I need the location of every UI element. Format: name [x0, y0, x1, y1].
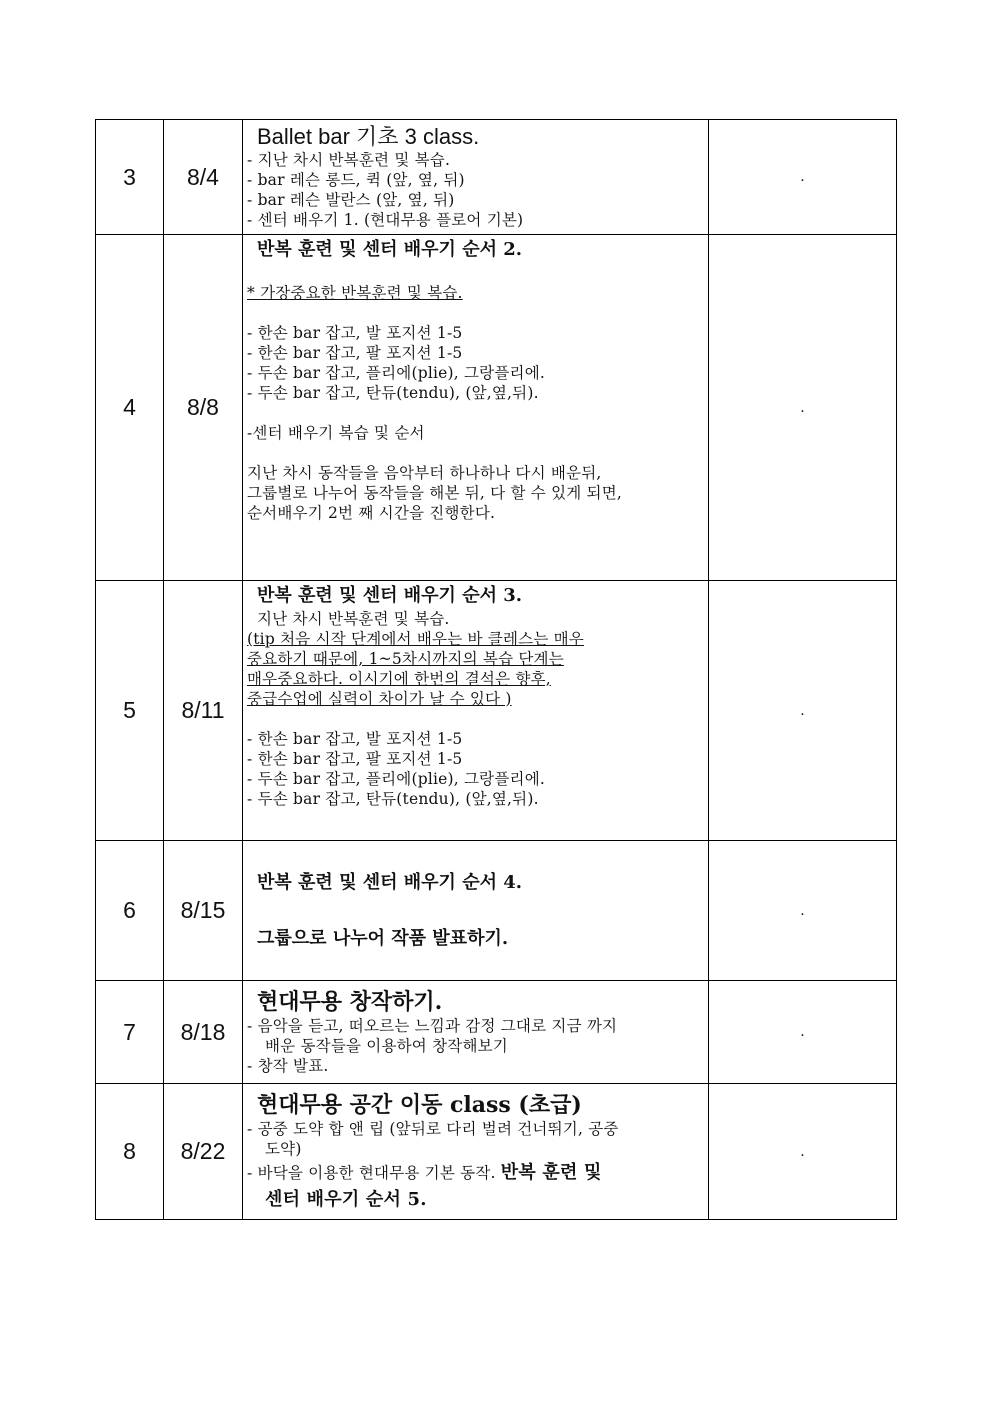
- content-line: - 지난 차시 반복훈련 및 복습.: [247, 151, 451, 169]
- session-title: 반복 훈련 및 센터 배우기 순서 3.: [257, 585, 523, 606]
- tip-line: 중요하기 때문에, 1~5차시까지의 복습 단계는: [247, 650, 564, 668]
- session-date: 8/8: [164, 235, 243, 581]
- content-line: - 두손 bar 잡고, 탄듀(tendu), (앞,옆,뒤).: [247, 790, 539, 808]
- session-title: 현대무용 공간 이동 class (초급): [257, 1091, 582, 1118]
- center-heading: -센터 배우기 복습 및 순서: [247, 424, 425, 442]
- session-number: 8: [96, 1084, 164, 1220]
- session-note: .: [709, 841, 897, 981]
- content-line: - 두손 bar 잡고, 탄듀(tendu), (앞,옆,뒤).: [247, 384, 539, 402]
- session-content: [243, 581, 709, 841]
- content-line: - bar 레슨 발란스 (앞, 옆, 뒤): [247, 191, 455, 209]
- session-content: [243, 841, 709, 981]
- content-line: - bar 레슨 롱드, 퀵 (앞, 옆, 뒤): [247, 171, 465, 189]
- content-line: [247, 1159, 704, 1187]
- table-row: [96, 581, 897, 841]
- session-note: .: [709, 581, 897, 841]
- tip-line: 매우중요하다. 이시기에 한번의 결석은 향후,: [247, 670, 551, 688]
- tip-line: 중급수업에 실력이 차이가 날 수 있다 ): [247, 690, 512, 708]
- content-line: - 한손 bar 잡고, 팔 포지션 1-5: [247, 344, 463, 362]
- schedule-table: [95, 119, 897, 1220]
- content-line: - 센터 배우기 1. (현대무용 플로어 기본): [247, 211, 524, 229]
- paragraph-line: 순서배우기 2번 째 시간을 진행한다.: [247, 504, 496, 522]
- session-note: .: [709, 120, 897, 235]
- session-date: 8/18: [164, 981, 243, 1084]
- session-content: [243, 120, 709, 235]
- content-line: - 한손 bar 잡고, 발 포지션 1-5: [247, 730, 463, 748]
- content-line: - 음악을 듣고, 떠오르는 느낌과 감정 그대로 지금 까지: [247, 1017, 618, 1035]
- paragraph-line: 그룹별로 나누어 동작들을 해본 뒤, 다 할 수 있게 되면,: [247, 484, 623, 502]
- paragraph-line: 지난 차시 동작들을 음악부터 하나하나 다시 배운뒤,: [247, 464, 602, 482]
- session-title: 현대무용 창작하기.: [257, 989, 443, 1015]
- session-date: 8/22: [164, 1084, 243, 1220]
- important-note: * 가장중요한 반복훈련 및 복습.: [247, 284, 463, 302]
- content-line: - 한손 bar 잡고, 팔 포지션 1-5: [247, 750, 463, 768]
- content-line: - 한손 bar 잡고, 발 포지션 1-5: [247, 324, 463, 342]
- session-date: 8/4: [164, 120, 243, 235]
- content-line: 배운 동작들을 이용하여 창작해보기: [265, 1037, 508, 1055]
- session-note: .: [709, 981, 897, 1084]
- mixed-plain-text: - 바닥을 이용한 현대무용 기본 동작.: [247, 1163, 496, 1182]
- table-row: [96, 981, 897, 1084]
- session-note: .: [709, 235, 897, 581]
- content-line: - 공중 도약 합 앤 립 (앞뒤로 다리 벌려 건너뛰기, 공중: [247, 1119, 619, 1138]
- session-title: Ballet bar 기초 3 class.: [257, 124, 480, 149]
- content-line: - 두손 bar 잡고, 플리에(plie), 그랑플리에.: [247, 364, 546, 382]
- session-title: 반복 훈련 및 센터 배우기 순서 4.: [257, 871, 523, 893]
- session-subtitle: 그룹으로 나누어 작품 발표하기.: [257, 927, 509, 949]
- session-note: .: [709, 1084, 897, 1220]
- content-line: - 두손 bar 잡고, 플리에(plie), 그랑플리에.: [247, 770, 546, 788]
- table-row: [96, 235, 897, 581]
- mixed-bold-text: 반복 훈련 및: [500, 1161, 602, 1183]
- session-number: 6: [96, 841, 164, 981]
- session-content: [243, 235, 709, 581]
- content-line-bold: 센터 배우기 순서 5.: [265, 1188, 427, 1210]
- session-title: 반복 훈련 및 센터 배우기 순서 2.: [257, 239, 523, 260]
- tip-line: (tip 처음 시작 단계에서 배우는 바 클레스는 매우: [247, 630, 584, 648]
- sub-line: 지난 차시 반복훈련 및 복습.: [257, 610, 450, 628]
- session-date: 8/11: [164, 581, 243, 841]
- session-content: [243, 981, 709, 1084]
- table-row: [96, 841, 897, 981]
- table-row: [96, 120, 897, 235]
- session-number: 3: [96, 120, 164, 235]
- session-number: 7: [96, 981, 164, 1084]
- session-date: 8/15: [164, 841, 243, 981]
- content-line: 도약): [265, 1139, 302, 1158]
- content-line: - 창작 발표.: [247, 1057, 329, 1075]
- session-content: [243, 1084, 709, 1220]
- session-number: 4: [96, 235, 164, 581]
- session-number: 5: [96, 581, 164, 841]
- table-row: [96, 1084, 897, 1220]
